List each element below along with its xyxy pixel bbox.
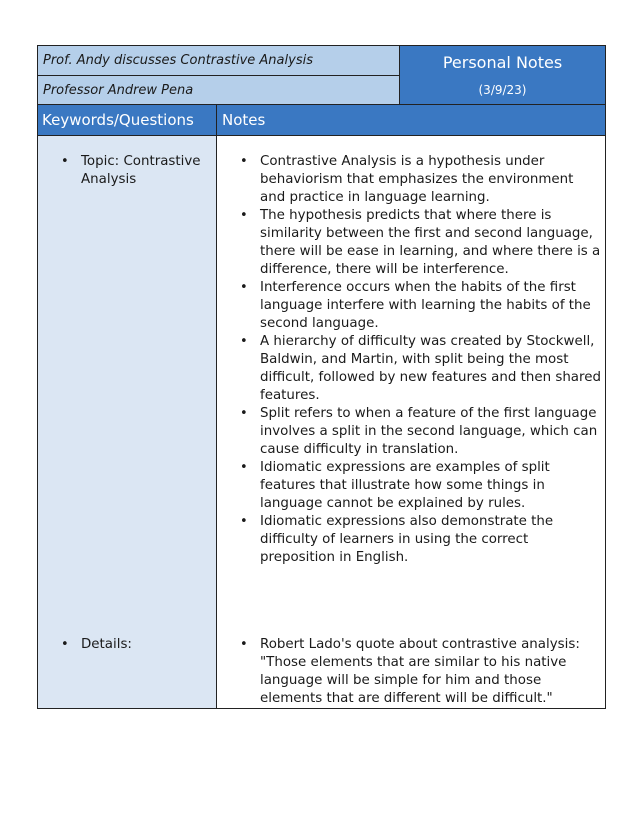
- details-keyword-list: [38, 636, 216, 654]
- header: [38, 46, 605, 105]
- column-headers: [38, 105, 605, 136]
- list-item: • Idiomatic expressions are examples of split features that illustrate how some things in language cannot be explained by rules.: [217, 459, 605, 513]
- notes-body: [38, 136, 605, 708]
- list-item: • Contrastive Analysis is a hypothesis under behaviorism that emphasizes the environment and practice in language learning.: [217, 153, 605, 207]
- keywords-list: [38, 153, 216, 189]
- lecture-title: Prof. Andy discusses Contrastive Analysis: [38, 46, 399, 75]
- details-notes-list: [217, 636, 605, 708]
- notes-sheet: [37, 45, 606, 709]
- header-right: [400, 46, 605, 104]
- notes-header: Notes: [222, 111, 266, 129]
- keywords-header: Keywords/Questions: [38, 105, 217, 135]
- notes-date: (3/9/23): [478, 83, 527, 97]
- list-item: • Topic: Contrastive Analysis: [38, 153, 216, 189]
- keywords-column: [38, 136, 217, 708]
- list-item: • A hierarchy of difficulty was created by Stockwell, Baldwin, and Martin, with split being the most difficult, followed by new features and then shared features.: [217, 333, 605, 405]
- list-item: • Idiomatic expressions also demonstrate the difficulty of learners in using the correct preposition in English.: [217, 513, 605, 567]
- professor-name: Professor Andrew Pena: [38, 75, 399, 104]
- notes-column: [217, 136, 605, 708]
- notes-list: [217, 153, 605, 567]
- personal-notes-title: Personal Notes: [442, 53, 563, 72]
- details-label: • Details:: [38, 636, 216, 654]
- list-item: • The hypothesis predicts that where there is similarity between the first and second language, there will be ease in learning, and where there is a difference, there will be interference.: [217, 207, 605, 279]
- list-item: • Interference occurs when the habits of the first language interfere with learning the habits of the second language.: [217, 279, 605, 333]
- list-item: • Split refers to when a feature of the first language involves a split in the second language, which can cause difficulty in translation.: [217, 405, 605, 459]
- details-note: • Robert Lado's quote about contrastive analysis: "Those elements that are similar to his native language will be simple for him and those elements that are different will be difficult.": [217, 636, 605, 708]
- header-left: [38, 46, 400, 104]
